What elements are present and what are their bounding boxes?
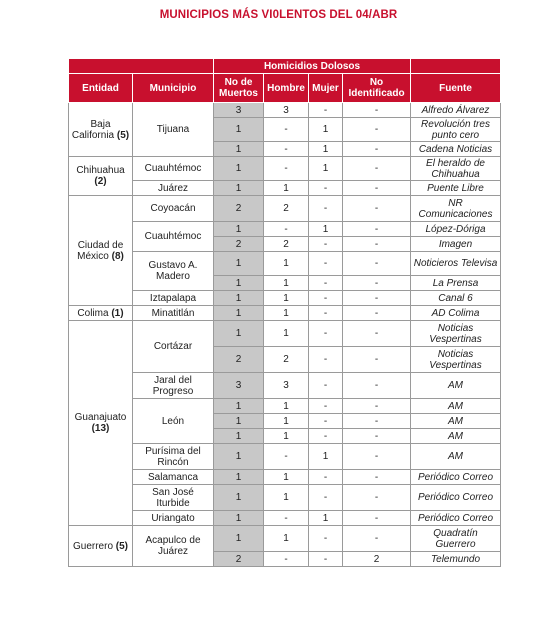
- cell-municipio: Cortázar: [133, 321, 214, 373]
- entidad-name: Guanajuato: [74, 412, 127, 423]
- cell-mujer: -: [309, 196, 343, 222]
- cell-fuente: Periódico Correo: [411, 470, 501, 485]
- entidad-count: (13): [91, 423, 110, 434]
- cell-muertos: 1: [214, 142, 264, 157]
- cell-municipio: Gustavo A. Madero: [133, 252, 214, 291]
- cell-muertos: 1: [214, 511, 264, 526]
- cell-municipio: Coyoacán: [133, 196, 214, 222]
- cell-no-identificado: -: [343, 347, 411, 373]
- cell-no-identificado: -: [343, 291, 411, 306]
- table-row: [69, 321, 501, 347]
- cell-no-identificado: -: [343, 157, 411, 181]
- cell-entidad: [69, 526, 133, 567]
- cell-hombre: 1: [264, 291, 309, 306]
- cell-municipio: Purísima del Rincón: [133, 444, 214, 470]
- cell-hombre: 1: [264, 429, 309, 444]
- cell-muertos: 1: [214, 222, 264, 237]
- cell-no-identificado: -: [343, 511, 411, 526]
- cell-muertos: 1: [214, 414, 264, 429]
- cell-mujer: -: [309, 429, 343, 444]
- homicides-table: [68, 58, 501, 567]
- cell-no-identificado: -: [343, 429, 411, 444]
- cell-mujer: -: [309, 306, 343, 321]
- cell-hombre: 3: [264, 103, 309, 118]
- entidad-name: Colima: [77, 307, 109, 319]
- cell-no-identificado: -: [343, 196, 411, 222]
- cell-no-identificado: -: [343, 399, 411, 414]
- cell-hombre: 1: [264, 399, 309, 414]
- entidad-count: (5): [116, 129, 130, 141]
- cell-mujer: -: [309, 373, 343, 399]
- cell-muertos: 1: [214, 485, 264, 511]
- header-hombre: Hombre: [264, 74, 309, 103]
- header-municipio: Municipio: [133, 74, 214, 103]
- cell-muertos: 1: [214, 306, 264, 321]
- cell-fuente: AD Colima: [411, 306, 501, 321]
- cell-hombre: 1: [264, 526, 309, 552]
- cell-fuente: Noticieros Televisa: [411, 252, 501, 276]
- table-row: [69, 306, 501, 321]
- cell-fuente: Canal 6: [411, 291, 501, 306]
- cell-muertos: 1: [214, 276, 264, 291]
- cell-no-identificado: -: [343, 181, 411, 196]
- cell-fuente: AM: [411, 414, 501, 429]
- cell-hombre: 2: [264, 237, 309, 252]
- table-row: [69, 444, 501, 470]
- cell-fuente: AM: [411, 444, 501, 470]
- cell-muertos: 2: [214, 552, 264, 567]
- cell-mujer: -: [309, 291, 343, 306]
- cell-mujer: -: [309, 526, 343, 552]
- cell-fuente: Noticias Vespertinas: [411, 321, 501, 347]
- cell-mujer: -: [309, 414, 343, 429]
- cell-municipio: Acapulco de Juárez: [133, 526, 214, 567]
- cell-mujer: -: [309, 103, 343, 118]
- cell-muertos: 3: [214, 373, 264, 399]
- cell-muertos: 2: [214, 347, 264, 373]
- cell-municipio: Salamanca: [133, 470, 214, 485]
- cell-muertos: 3: [214, 103, 264, 118]
- cell-hombre: 1: [264, 321, 309, 347]
- cell-municipio: Cuauhtémoc: [133, 157, 214, 181]
- cell-fuente: El heraldo de Chihuahua: [411, 157, 501, 181]
- cell-fuente: Cadena Noticias: [411, 142, 501, 157]
- cell-hombre: -: [264, 142, 309, 157]
- table-row: [69, 526, 501, 552]
- table-row: [69, 181, 501, 196]
- cell-entidad: [69, 306, 133, 321]
- cell-no-identificado: -: [343, 142, 411, 157]
- cell-entidad: [69, 157, 133, 196]
- cell-entidad: [69, 196, 133, 306]
- cell-hombre: -: [264, 157, 309, 181]
- table-row: [69, 103, 501, 118]
- header-spacer: [411, 59, 501, 74]
- cell-mujer: 1: [309, 444, 343, 470]
- cell-fuente: Periódico Correo: [411, 485, 501, 511]
- cell-fuente: Telemundo: [411, 552, 501, 567]
- entidad-count: (2): [94, 176, 107, 187]
- cell-muertos: 1: [214, 321, 264, 347]
- cell-municipio: Cuauhtémoc: [133, 222, 214, 252]
- cell-no-identificado: -: [343, 276, 411, 291]
- cell-hombre: 2: [264, 347, 309, 373]
- cell-hombre: -: [264, 511, 309, 526]
- entidad-count: (1): [111, 307, 124, 319]
- cell-muertos: 2: [214, 196, 264, 222]
- header-mujer: Mujer: [309, 74, 343, 103]
- table-row: [69, 196, 501, 222]
- cell-no-identificado: -: [343, 485, 411, 511]
- cell-mujer: -: [309, 237, 343, 252]
- cell-fuente: Noticias Vespertinas: [411, 347, 501, 373]
- cell-mujer: 1: [309, 157, 343, 181]
- cell-no-identificado: -: [343, 470, 411, 485]
- header-muertos: No de Muertos: [214, 74, 264, 103]
- entidad-name: Ciudad de México: [77, 239, 124, 262]
- cell-no-identificado: -: [343, 444, 411, 470]
- cell-mujer: 1: [309, 222, 343, 237]
- cell-hombre: -: [264, 444, 309, 470]
- entidad-name: Baja California: [71, 118, 115, 141]
- cell-mujer: 1: [309, 142, 343, 157]
- cell-entidad: [69, 103, 133, 157]
- cell-municipio: Tijuana: [133, 103, 214, 157]
- cell-muertos: 1: [214, 470, 264, 485]
- cell-mujer: -: [309, 470, 343, 485]
- cell-mujer: 1: [309, 511, 343, 526]
- cell-mujer: -: [309, 552, 343, 567]
- cell-municipio: Uriangato: [133, 511, 214, 526]
- header-entidad: Entidad: [69, 74, 133, 103]
- table-row: [69, 511, 501, 526]
- table-row: [69, 252, 501, 276]
- entidad-count: (5): [115, 540, 129, 552]
- cell-no-identificado: -: [343, 103, 411, 118]
- cell-mujer: -: [309, 485, 343, 511]
- cell-mujer: -: [309, 252, 343, 276]
- cell-fuente: NR Comunicaciones: [411, 196, 501, 222]
- cell-no-identificado: -: [343, 414, 411, 429]
- cell-muertos: 1: [214, 444, 264, 470]
- cell-muertos: 1: [214, 118, 264, 142]
- table-row: [69, 157, 501, 181]
- table-row: [69, 470, 501, 485]
- cell-hombre: 2: [264, 196, 309, 222]
- cell-no-identificado: -: [343, 373, 411, 399]
- cell-hombre: 1: [264, 414, 309, 429]
- entidad-count: (8): [111, 250, 124, 262]
- cell-fuente: López-Dóriga: [411, 222, 501, 237]
- cell-no-identificado: 2: [343, 552, 411, 567]
- cell-fuente: AM: [411, 373, 501, 399]
- cell-mujer: -: [309, 347, 343, 373]
- cell-hombre: 1: [264, 181, 309, 196]
- page-title: MUNICIPIOS MÁS VI0LENTOS DEL 04/ABR: [159, 9, 398, 21]
- cell-no-identificado: -: [343, 526, 411, 552]
- cell-municipio: Iztapalapa: [133, 291, 214, 306]
- cell-no-identificado: -: [343, 306, 411, 321]
- header-group-homicidios: Homicidios Dolosos: [214, 59, 411, 74]
- cell-fuente: AM: [411, 399, 501, 414]
- table-row: [69, 291, 501, 306]
- cell-municipio: Jaral del Progreso: [133, 373, 214, 399]
- cell-muertos: 1: [214, 252, 264, 276]
- cell-muertos: 1: [214, 399, 264, 414]
- cell-hombre: 1: [264, 252, 309, 276]
- cell-hombre: -: [264, 118, 309, 142]
- cell-hombre: 1: [264, 306, 309, 321]
- cell-fuente: Revolución tres punto cero: [411, 118, 501, 142]
- cell-fuente: Puente Libre: [411, 181, 501, 196]
- cell-hombre: 1: [264, 470, 309, 485]
- cell-mujer: -: [309, 321, 343, 347]
- cell-muertos: 1: [214, 291, 264, 306]
- cell-muertos: 1: [214, 429, 264, 444]
- header-no-identificado: No Identificado: [343, 74, 411, 103]
- table-body: [69, 103, 501, 567]
- cell-no-identificado: -: [343, 321, 411, 347]
- cell-municipio: San José Iturbide: [133, 485, 214, 511]
- cell-hombre: 3: [264, 373, 309, 399]
- cell-fuente: Alfredo Álvarez: [411, 103, 501, 118]
- cell-muertos: 1: [214, 181, 264, 196]
- cell-municipio: Minatitlán: [133, 306, 214, 321]
- table-row: [69, 485, 501, 511]
- header-spacer: [69, 59, 214, 74]
- entidad-name: Guerrero: [72, 540, 113, 552]
- cell-hombre: 1: [264, 276, 309, 291]
- cell-muertos: 1: [214, 526, 264, 552]
- cell-hombre: -: [264, 552, 309, 567]
- cell-mujer: -: [309, 181, 343, 196]
- table-header: [69, 59, 501, 103]
- cell-fuente: Periódico Correo: [411, 511, 501, 526]
- cell-mujer: 1: [309, 118, 343, 142]
- cell-municipio: Juárez: [133, 181, 214, 196]
- cell-mujer: -: [309, 276, 343, 291]
- table-row: [69, 222, 501, 237]
- cell-fuente: La Prensa: [411, 276, 501, 291]
- table-row: [69, 399, 501, 414]
- cell-fuente: Quadratín Guerrero: [411, 526, 501, 552]
- cell-fuente: AM: [411, 429, 501, 444]
- table-row: [69, 373, 501, 399]
- cell-no-identificado: -: [343, 118, 411, 142]
- cell-no-identificado: -: [343, 252, 411, 276]
- cell-municipio: León: [133, 399, 214, 444]
- entidad-name: Chihuahua: [76, 165, 125, 176]
- cell-no-identificado: -: [343, 237, 411, 252]
- cell-hombre: -: [264, 222, 309, 237]
- cell-muertos: 1: [214, 157, 264, 181]
- header-fuente: Fuente: [411, 74, 501, 103]
- cell-muertos: 2: [214, 237, 264, 252]
- cell-no-identificado: -: [343, 222, 411, 237]
- cell-mujer: -: [309, 399, 343, 414]
- cell-entidad: [69, 321, 133, 526]
- cell-hombre: 1: [264, 485, 309, 511]
- cell-fuente: Imagen: [411, 237, 501, 252]
